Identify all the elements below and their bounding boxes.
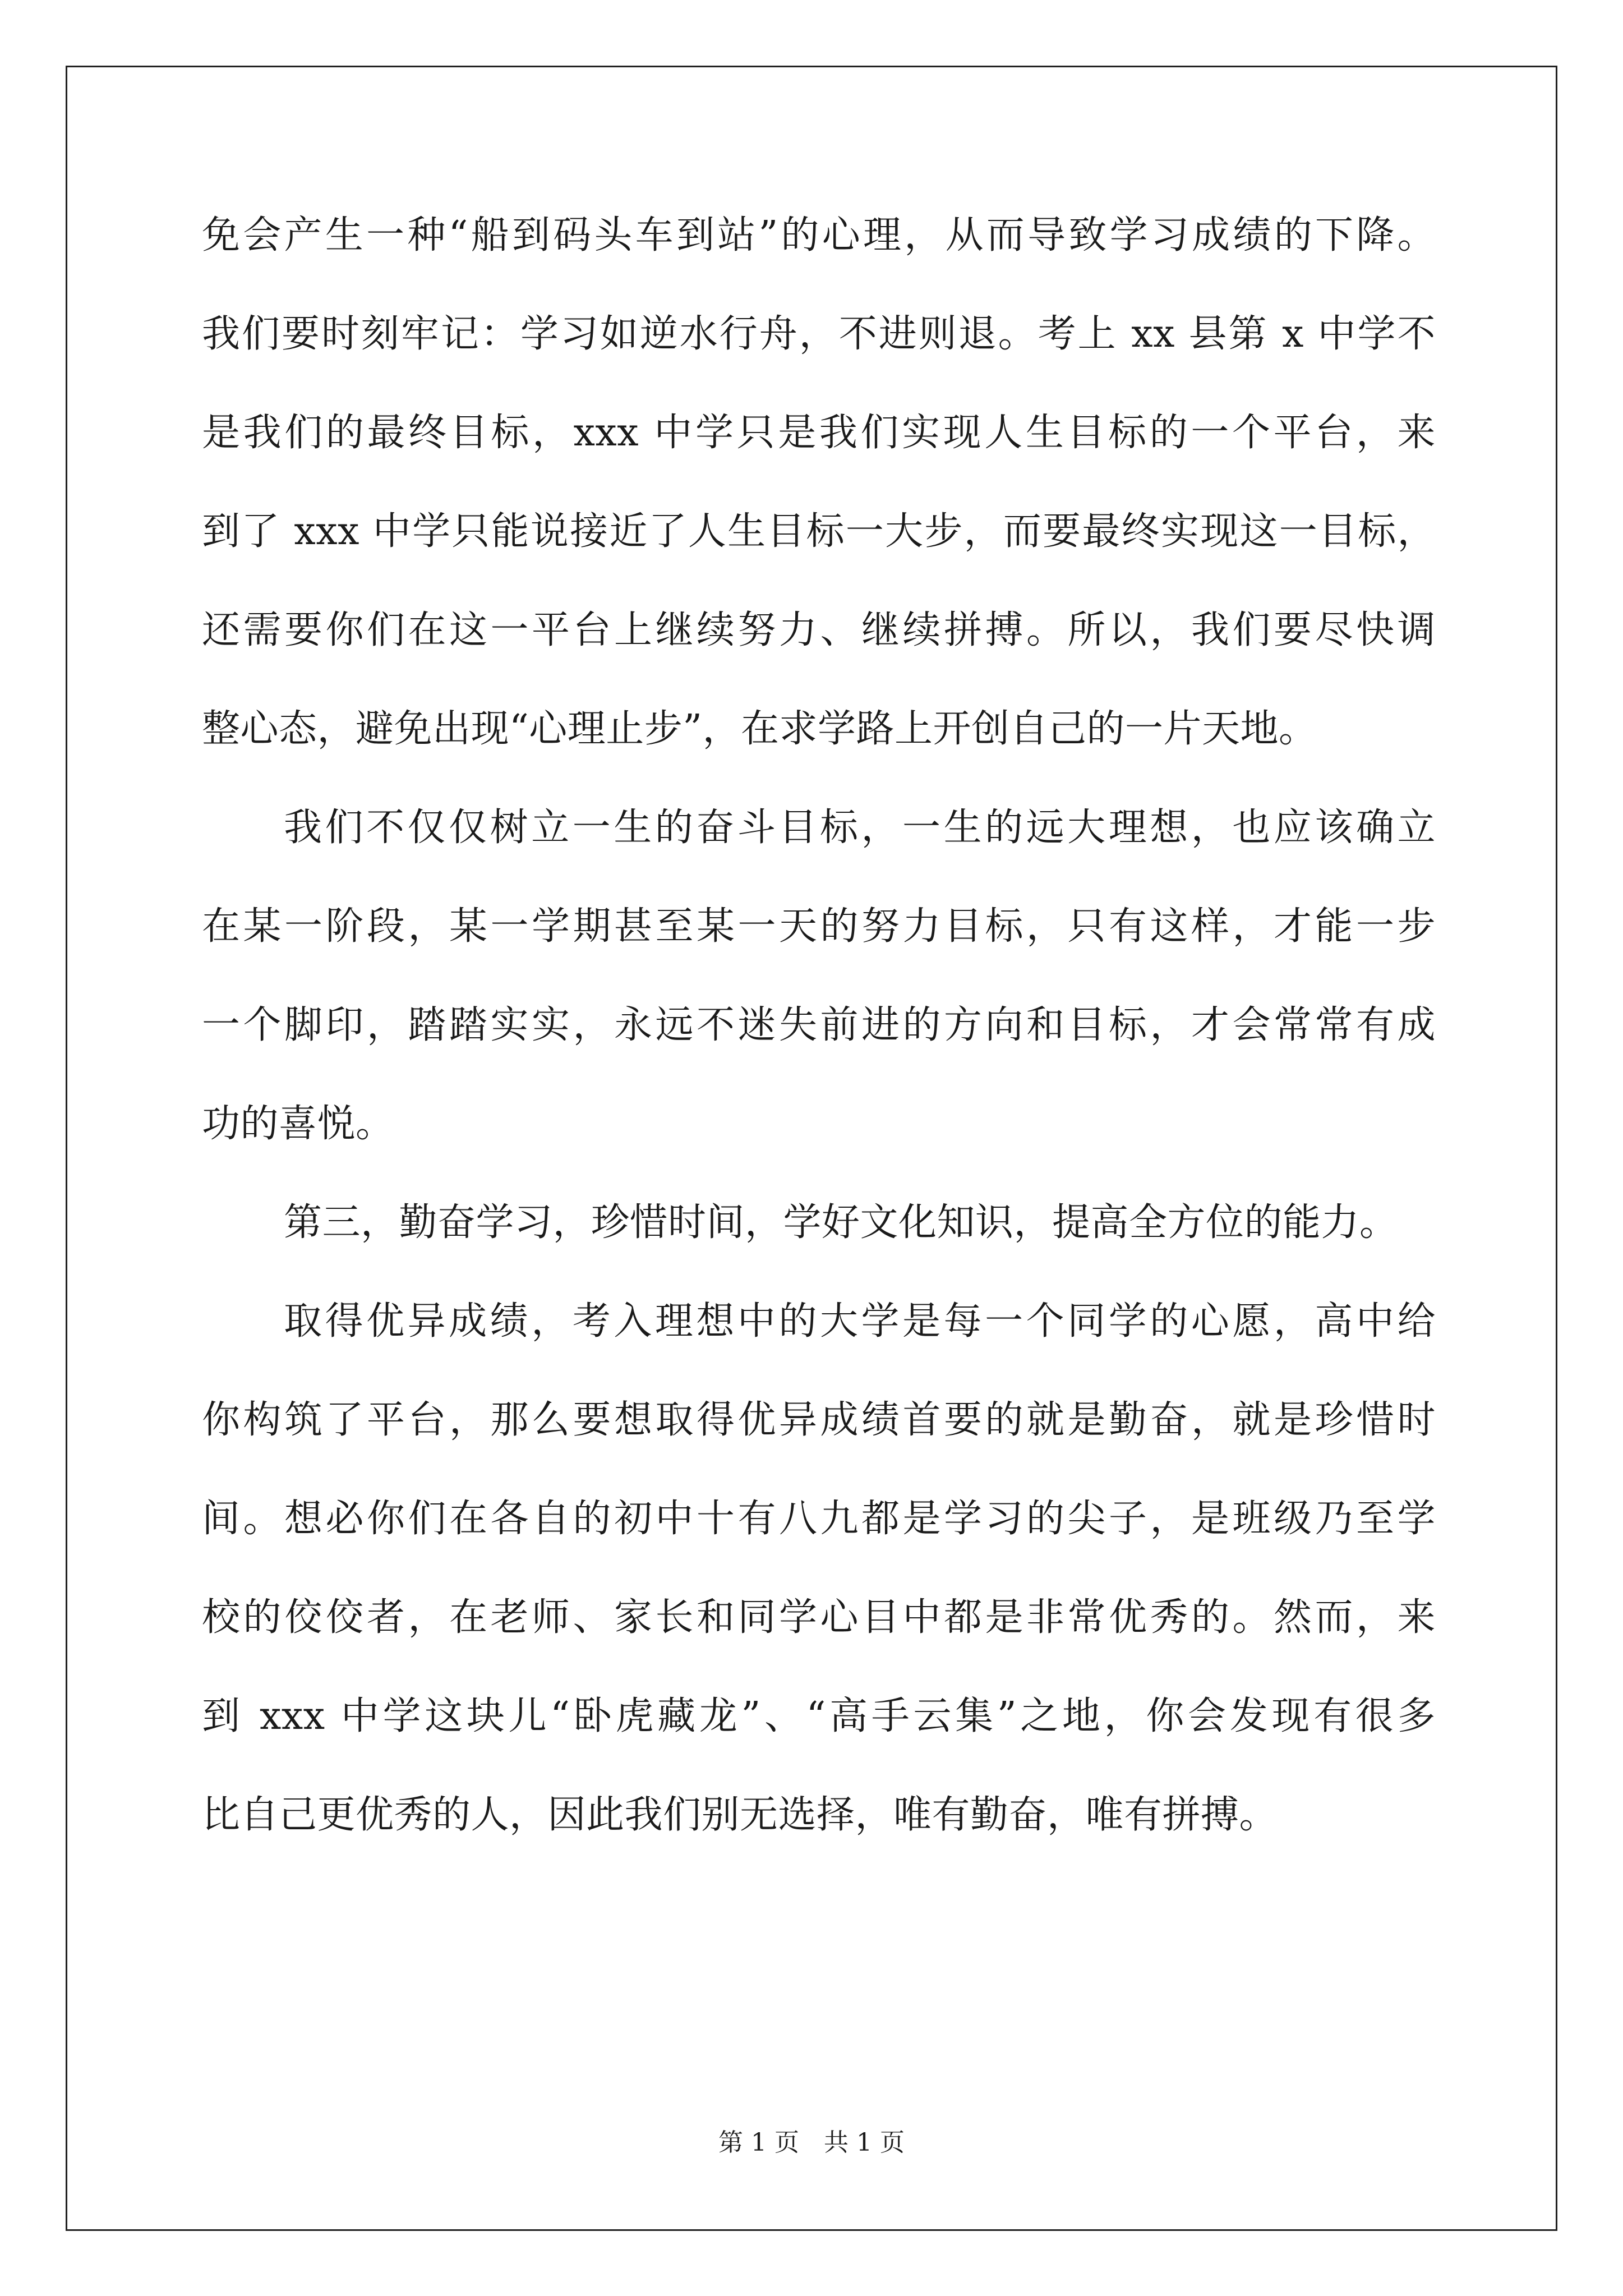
- text-line: 整心态，避免出现“心理止步”，在求学路上开创自己的一片天地。: [202, 707, 1317, 751]
- text-line: 一个脚印，踏踏实实，永远不迷失前进的方向和目标，才会常常有成: [202, 1003, 1436, 1047]
- text-line: 免会产生一种“船到码头车到站”的心理，从而导致学习成绩的下降。: [202, 213, 1436, 257]
- text-line: 还需要你们在这一平台上继续努力、继续拼搏。所以，我们要尽快调: [202, 608, 1436, 652]
- text-line: 比自己更优秀的人，因此我们别无选择，唯有勤奋，唯有拼搏。: [202, 1793, 1278, 1837]
- text-line: 校的佼佼者，在老师、家长和同学心目中都是非常优秀的。然而，来: [202, 1595, 1436, 1640]
- text-line: 我们要时刻牢记：学习如逆水行舟，不进则退。考上 xx 县第 x 中学不: [202, 312, 1436, 356]
- text-line: 第三，勤奋学习，珍惜时间，学好文化知识，提高全方位的能力。: [284, 1200, 1398, 1245]
- text-line: 是我们的最终目标，xxx 中学只是我们实现人生目标的一个平台，来: [202, 411, 1436, 455]
- text-line: 到了 xxx 中学只能说接近了人生目标一大步，而要最终实现这一目标，: [202, 509, 1436, 554]
- text-line: 间。想必你们在各自的初中十有八九都是学习的尖子，是班级乃至学: [202, 1497, 1436, 1541]
- text-line: 我们不仅仅树立一生的奋斗目标，一生的远大理想，也应该确立: [284, 806, 1436, 850]
- text-line: 取得优异成绩，考入理想中的大学是每一个同学的心愿，高中给: [284, 1299, 1436, 1343]
- text-line: 你构筑了平台，那么要想取得优异成绩首要的就是勤奋，就是珍惜时: [202, 1398, 1436, 1442]
- page-number: 第 1 页 共 1 页: [718, 2128, 905, 2157]
- text-line: 功的喜悦。: [202, 1102, 394, 1146]
- text-line: 在某一阶段，某一学期甚至某一天的努力目标，只有这样，才能一步: [202, 904, 1436, 949]
- text-line: 到 xxx 中学这块儿“卧虎藏龙”、“高手云集”之地，你会发现有很多: [202, 1694, 1436, 1738]
